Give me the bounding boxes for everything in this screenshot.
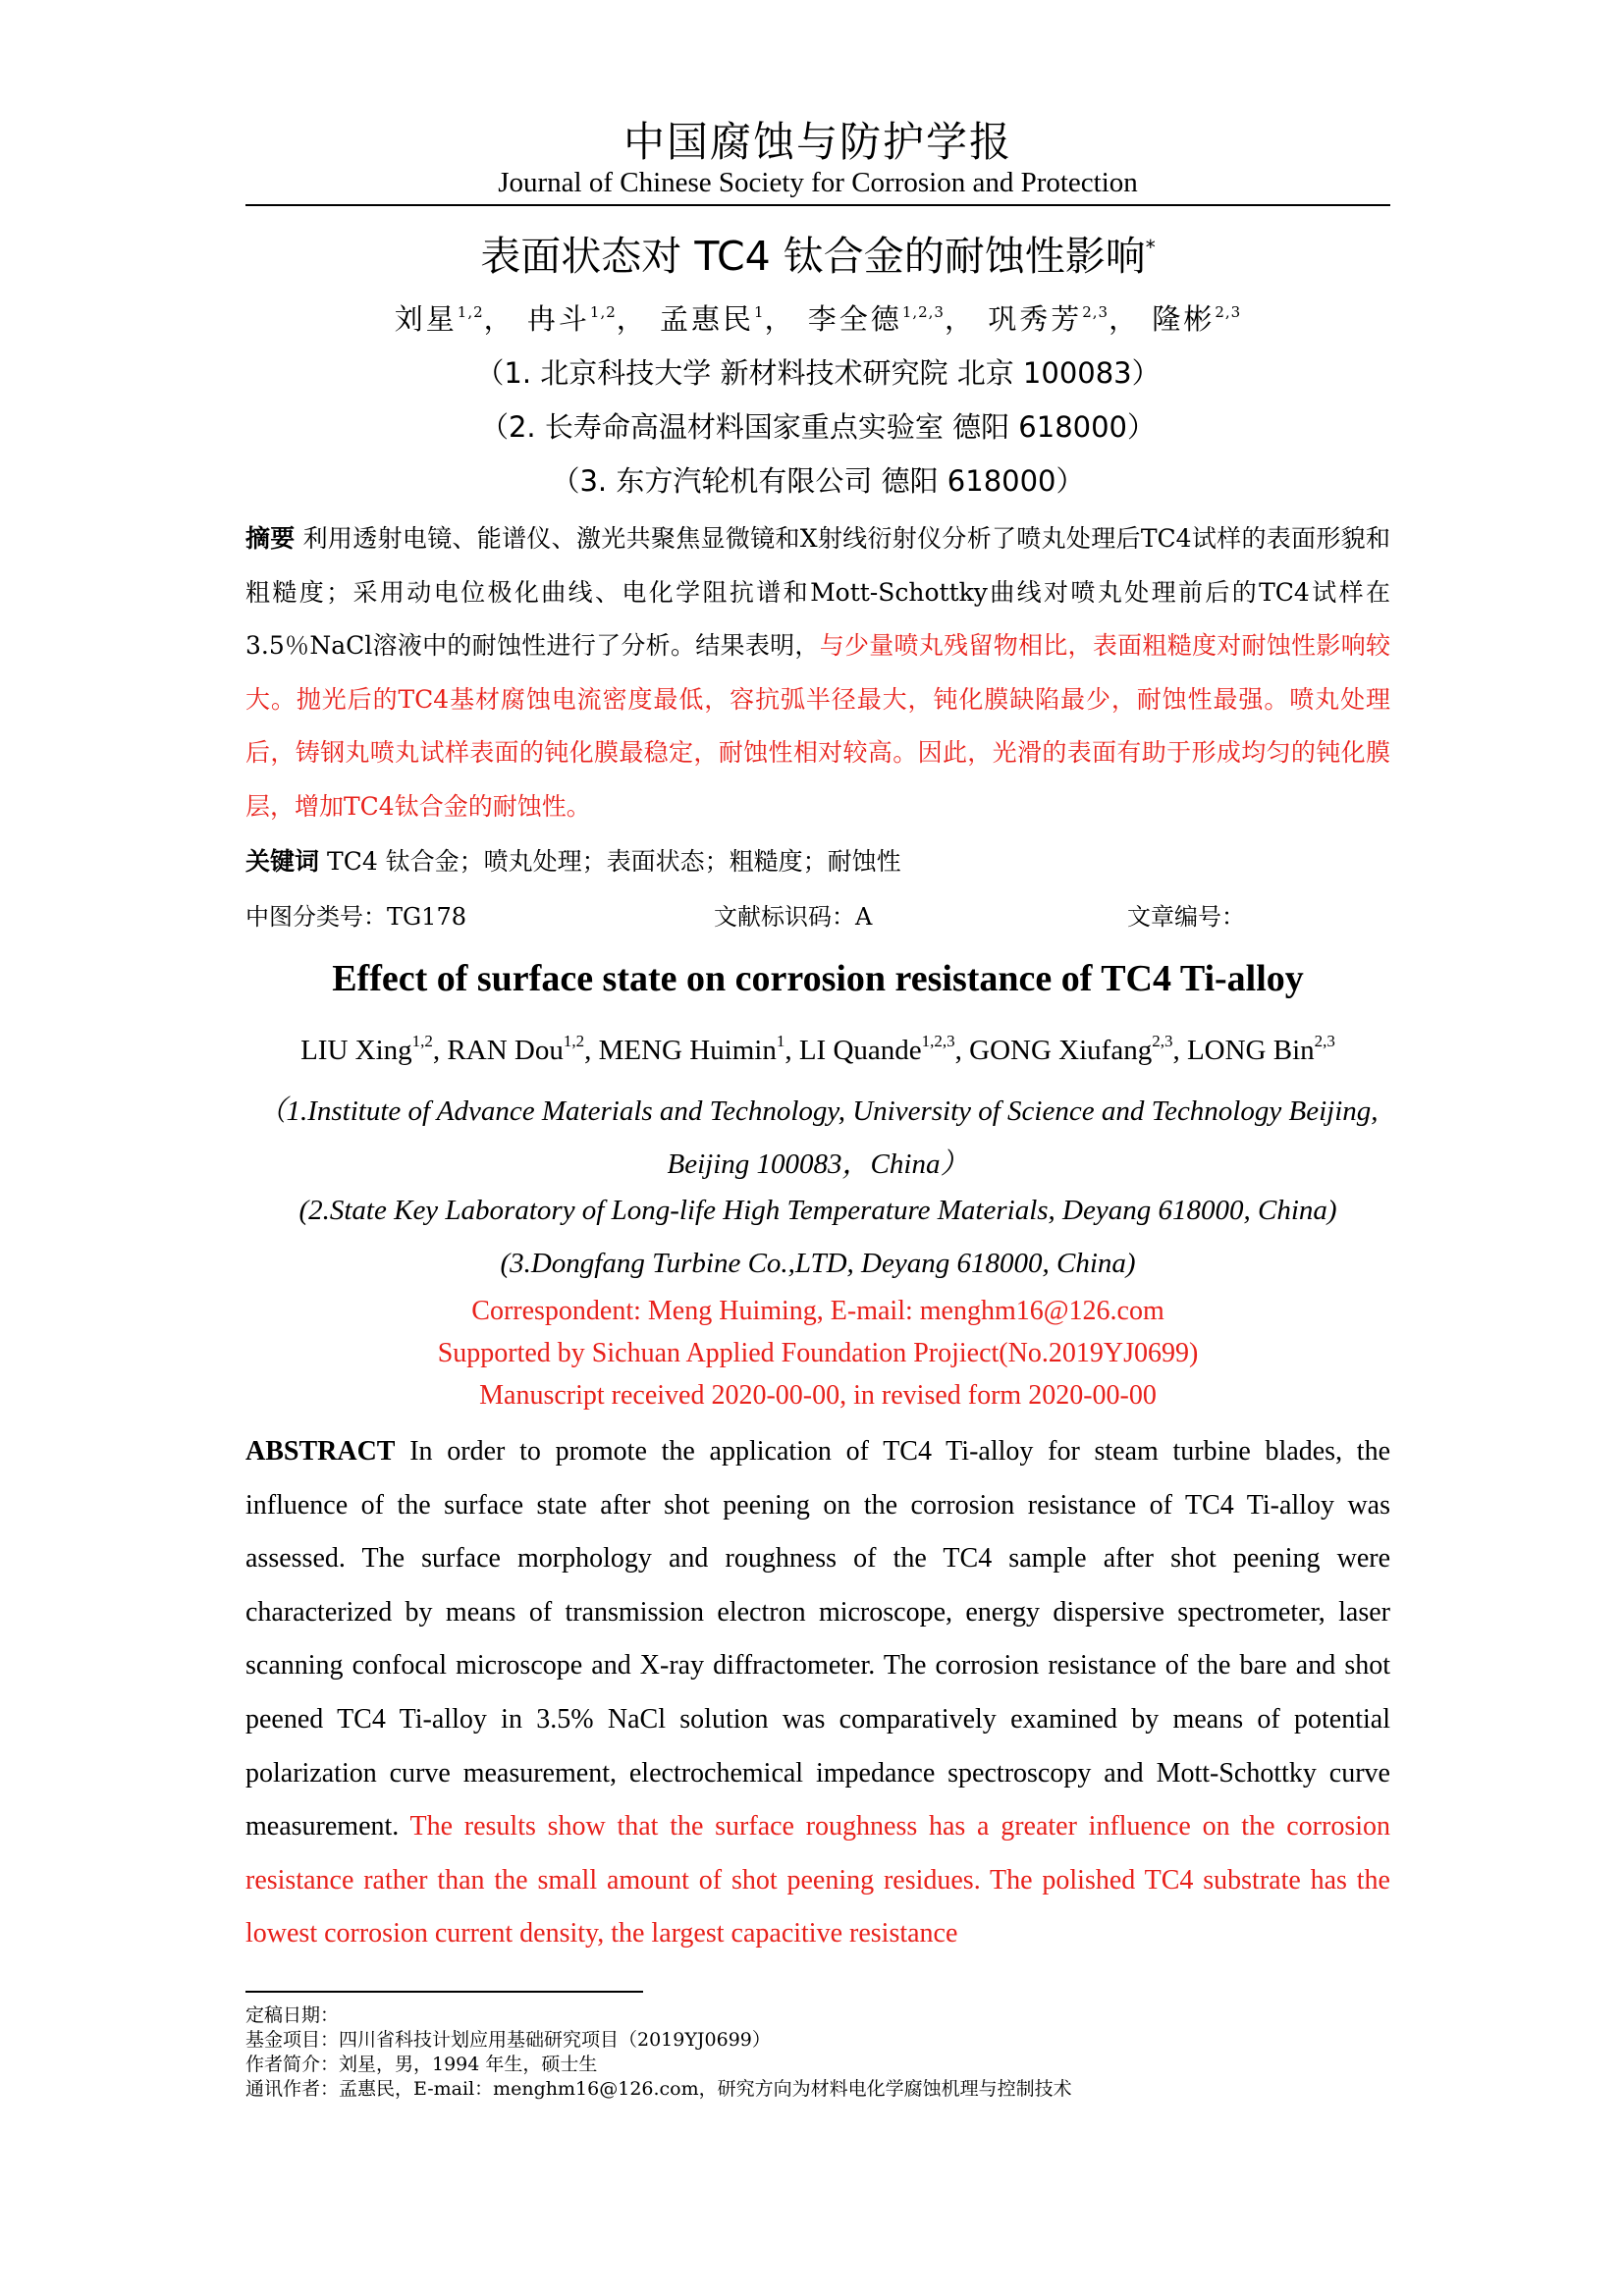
author-cn-name: 巩秀芳	[988, 302, 1083, 336]
author-en-affil: 2,3	[1314, 1032, 1335, 1050]
author-en	[447, 1032, 599, 1066]
author-cn-name: 隆彬	[1152, 302, 1216, 336]
affiliation-en-1b: Beijing 100083，China）	[667, 1148, 969, 1180]
author-en	[300, 1032, 448, 1066]
author-en-name: LI Quande	[798, 1035, 922, 1066]
keywords-cn	[245, 842, 1390, 878]
author-cn-sep: ，	[616, 302, 648, 336]
author-cn-name: 孟惠民	[660, 302, 755, 336]
author-en-affil: 1,2	[563, 1032, 585, 1050]
author-cn-affil: 1,2,3	[901, 303, 945, 321]
manuscript-dates: Manuscript received 2020-00-00, in revised form 2020-00-00	[479, 1380, 1157, 1411]
author-en-affil: 2,3	[1152, 1032, 1173, 1050]
author-cn-affil: 1	[754, 303, 765, 321]
abstract-cn-text: 利用透射电镜、能谱仪、激光共聚焦显微镜和X射线衍射仪分析了喷丸处理后TC4试样的表面形貌和粗糙度；采用动电位极化曲线、电化学阻抗谱和Mott-Schottky曲线对喷丸处理前后的TC4试样在3.5％NaCl溶液中的耐蚀性进行了分析。结果表明，	[245, 524, 1390, 660]
author-cn-affil: 1,2	[589, 303, 617, 321]
author-en-affil: 1	[776, 1032, 785, 1050]
paper-title-en: Effect of surface state on corrosion resistance of TC4 Ti-alloy	[332, 958, 1304, 999]
author-en-name: MENG Huimin	[598, 1035, 777, 1066]
footnote-correspondent: 通讯作者：孟惠民，E-mail：menghm16@126.com，研究方向为材料电化学腐蚀机理与控制技术	[245, 2078, 1072, 2100]
author-en-affil: 1,2,3	[921, 1032, 955, 1050]
paper-title-cn	[245, 224, 1390, 282]
keywords-cn-text: TC4 钛合金；喷丸处理；表面状态；粗糙度；耐蚀性	[327, 847, 901, 876]
title-cn-text: 表面状态对 TC4 钛合金的耐蚀性影响	[480, 233, 1146, 280]
affiliation-cn-2: （2. 长寿命高温材料国家重点实验室 德阳 618000）	[479, 410, 1157, 444]
author-cn-affil: 2,3	[1215, 303, 1242, 321]
document-code: 文献标识码：A	[714, 903, 873, 931]
abstract-en-label: ABSTRACT	[245, 1436, 396, 1467]
author-list-en	[245, 1032, 1390, 1067]
author-cn-sep: ，	[483, 302, 515, 336]
author-cn-name: 冉斗	[526, 302, 590, 336]
abstract-cn-label: 摘要	[245, 524, 296, 553]
author-cn	[660, 302, 796, 336]
abstract-en	[245, 1425, 1390, 1961]
affiliation-cn-3: （3. 东方汽轮机有限公司 德阳 618000）	[551, 464, 1085, 498]
affiliation-en-3: (3.Dongfang Turbine Co.,LTD, Deyang 618000, China)	[500, 1248, 1136, 1279]
article-number: 文章编号：	[1127, 903, 1245, 931]
footnotes	[245, 2003, 1072, 2102]
author-en-name: LIU Xing	[300, 1035, 412, 1066]
affiliation-en-1a: （1.Institute of Advance Materials and Technology, University of Science and Technology Beijing,	[257, 1095, 1379, 1127]
journal-name-en: Journal of Chinese Society for Corrosion and Protection	[498, 167, 1138, 198]
author-en	[598, 1032, 799, 1066]
author-en-name: RAN Dou	[447, 1035, 564, 1066]
author-cn-name: 李全德	[807, 302, 902, 336]
keywords-cn-label: 关键词	[245, 847, 320, 876]
title-cn-footnote-mark: *	[1145, 236, 1156, 259]
author-en	[969, 1032, 1187, 1066]
author-cn-affil: 1,2	[457, 303, 484, 321]
author-cn	[395, 302, 515, 336]
footnote-funding: 基金项目：四川省科技计划应用基础研究项目（2019YJ0699）	[245, 2029, 771, 2051]
footnote-rule	[245, 1991, 643, 1993]
author-en	[798, 1032, 970, 1066]
author-cn	[1152, 302, 1241, 336]
author-en	[1186, 1032, 1335, 1066]
author-cn	[988, 302, 1140, 336]
author-en-name: LONG Bin	[1186, 1035, 1315, 1066]
author-cn	[527, 302, 648, 336]
abstract-cn-highlight: 与少量喷丸残留物相比，表面粗糙度对耐蚀性影响较大。抛光后的TC4基材腐蚀电流密度最低，容抗弧半径最大，钝化膜缺陷最少，耐蚀性最强。喷丸处理后，铸钢丸喷丸试样表面的钝化膜最稳定，耐蚀性相对较高。因此，光滑的表面有助于形成均匀的钝化膜层，增加TC4钛合金的耐蚀性。	[245, 631, 1390, 821]
footnote-author-bio: 作者简介：刘星，男，1994 年生，硕士生	[245, 2054, 598, 2075]
author-cn-sep: ，	[1109, 302, 1141, 336]
funding-note: Supported by Sichuan Applied Foundation Projiect(No.2019YJ0699)	[437, 1338, 1199, 1368]
author-cn-sep: ，	[944, 302, 976, 336]
author-en-name: GONG Xiufang	[969, 1035, 1153, 1066]
author-cn-affil: 2,3	[1082, 303, 1109, 321]
journal-name-cn: 中国腐蚀与防护学报	[622, 121, 1012, 166]
abstract-en-text: In order to promote the application of TC4 Ti-alloy for steam turbine blades, the influence of the surface state after shot peening on the corrosion resistance of TC4 Ti-alloy was assessed. The surface morphology and roughness of the TC4 sample after shot peening were characterized by means of transmission electron microscope, energy dispersive spectrometer, laser scanning confocal microscope and X-ray diffractometer. The corrosion resistance of the bare and shot peened TC4 Ti-alloy in 3.5% NaCl solution was comparatively examined by means of potential polarization curve measurement, electrochemical impedance spectroscopy and Mott-Schottky curve measurement.	[245, 1436, 1391, 1842]
footnote-final-date: 定稿日期：	[245, 2004, 340, 2026]
affiliation-en-2: (2.State Key Laboratory of Long-life High Temperature Materials, Deyang 618000, China)	[298, 1195, 1337, 1226]
abstract-cn	[245, 512, 1390, 833]
author-en-sep: ,	[432, 1035, 448, 1066]
correspondent-note: Correspondent: Meng Huiming, E-mail: menghm16@126.com	[471, 1296, 1164, 1326]
author-en-sep: ,	[784, 1035, 799, 1066]
abstract-en-highlight: The results show that the surface roughness has a greater influence on the corrosion resistance rather than the small amount of shot peening residues. The polished TC4 substrate has the lowest corrosion current density, the largest capacitive resistance	[245, 1811, 1390, 1949]
author-en-sep: ,	[1172, 1035, 1187, 1066]
author-en-sep: ,	[954, 1035, 970, 1066]
author-list-cn	[245, 297, 1390, 338]
author-cn	[808, 302, 976, 336]
header-rule	[245, 204, 1390, 206]
author-en-affil: 1,2	[411, 1032, 433, 1050]
clc-number: 中图分类号：TG178	[245, 903, 466, 931]
author-cn-sep: ，	[764, 302, 796, 336]
affiliation-cn-1: （1. 北京科技大学 新材料技术研究院 北京 100083）	[475, 356, 1161, 390]
author-cn-name: 刘星	[394, 302, 458, 336]
author-en-sep: ,	[584, 1035, 599, 1066]
